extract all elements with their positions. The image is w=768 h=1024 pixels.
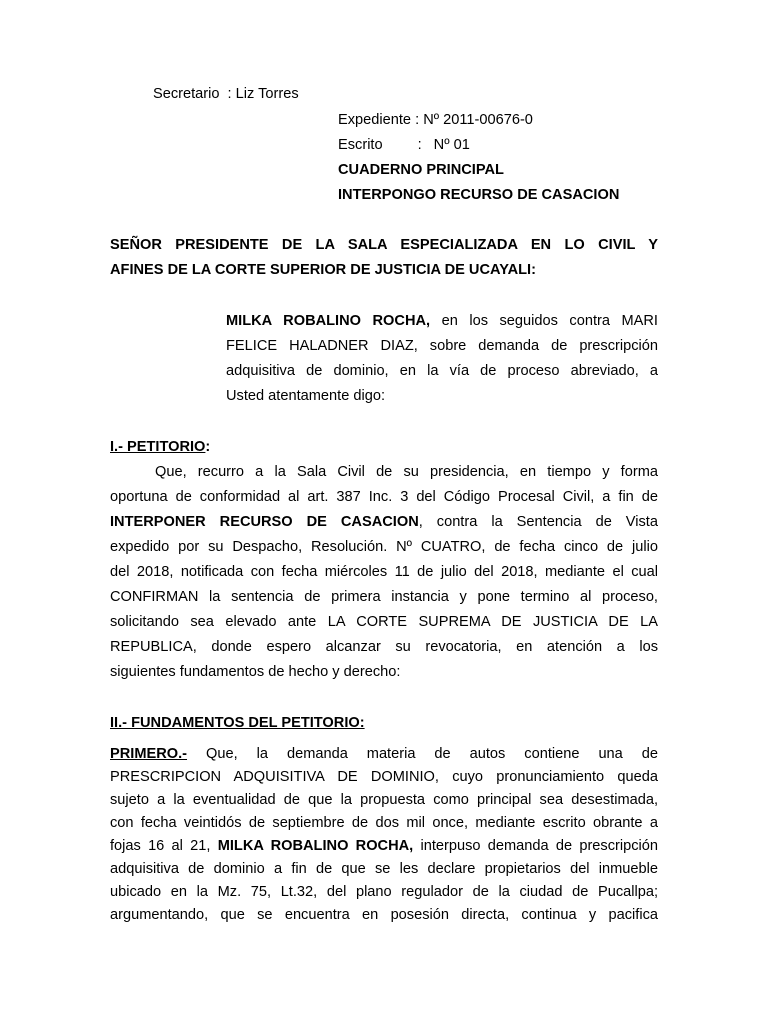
- addressee-line-2: AFINES DE LA CORTE SUPERIOR DE JUSTICIA DE UCAYALI:: [110, 262, 536, 278]
- intro-paragraph: [226, 312, 658, 405]
- petitorio-line-7: solicitando sea elevado ante LA CORTE SUPREMA DE JUSTICIA DE LA: [110, 614, 658, 630]
- addressee-line-1: SEÑOR PRESIDENTE DE LA SALA ESPECIALIZADA EN LO CIVIL Y: [110, 237, 658, 253]
- fundamentos-line-8: argumentando, que se encuentra en posesión directa, continua y pacifica: [110, 907, 658, 923]
- petitorio-paragraph: [110, 463, 658, 681]
- section-2-title: II.- FUNDAMENTOS DEL PETITORIO:: [110, 715, 365, 731]
- section-1-title: I.- PETITORIO:: [110, 439, 211, 455]
- expediente-label: Expediente: [338, 112, 412, 128]
- secretario-line: [153, 85, 299, 103]
- intro-line-3: adquisitiva de dominio, en la vía de proceso abreviado, a: [226, 363, 658, 379]
- petitorio-line-9: siguientes fundamentos de hecho y derecho:: [110, 664, 401, 680]
- petitorio-line-2: oportuna de conformidad al art. 387 Inc. 3 del Código Procesal Civil, a fin de: [110, 489, 658, 505]
- cuaderno-principal: CUADERNO PRINCIPAL: [338, 162, 504, 178]
- intro-line-4: Usted atentamente digo:: [226, 388, 386, 404]
- fundamentos-line-6: adquisitiva de dominio a fin de que se les declare propietarios del inmueble: [110, 861, 658, 877]
- petitorio-line-8: REPUBLICA, donde espero alcanzar su revocatoria, en atención a los: [110, 639, 658, 655]
- petitorio-line-3: INTERPONER RECURSO DE CASACION, contra la Sentencia de Vista: [110, 514, 658, 530]
- expediente-line: [338, 111, 533, 129]
- addressee-block: [110, 236, 658, 279]
- escrito-line: [338, 136, 470, 154]
- petitorio-line-5: del 2018, notificada con fecha miércoles 11 de julio del 2018, mediante el cual: [110, 564, 658, 580]
- secretario-label: Secretario: [153, 86, 220, 102]
- petitorio-line-1: Que, recurro a la Sala Civil de su presidencia, en tiempo y forma: [155, 464, 658, 480]
- primero-label: PRIMERO.-: [110, 746, 188, 762]
- intro-line-2: FELICE HALADNER DIAZ, sobre demanda de prescripción: [226, 338, 658, 354]
- expediente-value: : Nº 2011-00676-0: [415, 112, 533, 128]
- secretario-value: : Liz Torres: [227, 86, 299, 102]
- escrito-label: Escrito: [338, 137, 383, 153]
- plaintiff-name: MILKA ROBALINO ROCHA,: [226, 313, 431, 329]
- fundamentos-line-7: ubicado en la Mz. 75, Lt.32, del plano regulador de la ciudad de Pucallpa;: [110, 884, 658, 900]
- escrito-separator: :: [417, 137, 422, 153]
- fundamentos-line-4: con fecha veintidós de septiembre de dos mil once, mediante escrito obrante a: [110, 815, 658, 831]
- escrito-value: Nº 01: [433, 137, 470, 153]
- intro-line-1: MILKA ROBALINO ROCHA, en los seguidos contra MARI: [226, 313, 658, 329]
- petitorio-line-4: expedido por su Despacho, Resolución. Nº CUATRO, de fecha cinco de julio: [110, 539, 658, 555]
- petitorio-line-6: CONFIRMAN la sentencia de primera instancia y pone termino al proceso,: [110, 589, 658, 605]
- fundamentos-line-2: PRESCRIPCION ADQUISITIVA DE DOMINIO, cuyo pronunciamiento queda: [110, 769, 658, 785]
- fundamentos-line-1: PRIMERO.- Que, la demanda materia de autos contiene una de: [110, 746, 658, 762]
- fundamentos-line-5: fojas 16 al 21, MILKA ROBALINO ROCHA, interpuso demanda de prescripción: [110, 838, 659, 854]
- sumilla: INTERPONGO RECURSO DE CASACION: [338, 187, 620, 203]
- fundamentos-line-3: sujeto a la eventualidad de que la propuesta como principal sea desestimada,: [110, 792, 658, 808]
- fundamentos-paragraph: [110, 745, 658, 924]
